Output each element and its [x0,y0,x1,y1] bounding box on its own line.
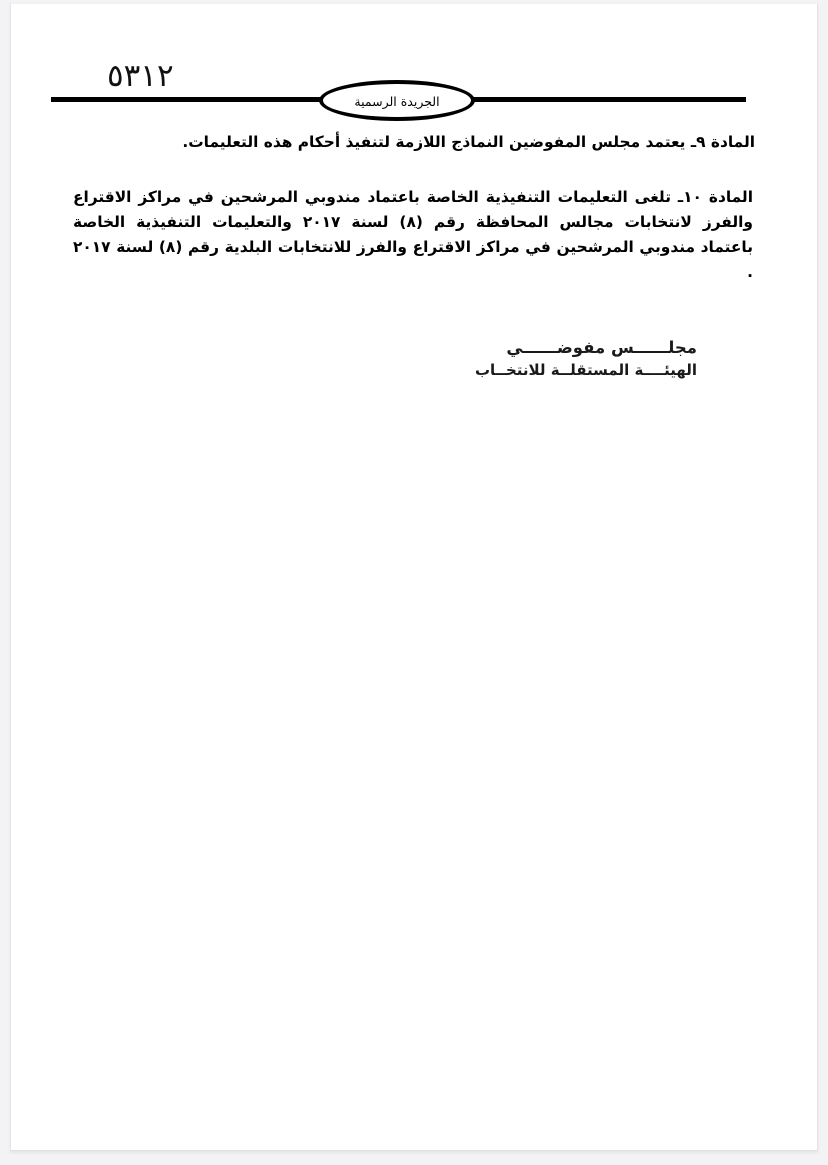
header-rule-left [51,97,334,102]
signature-authority-line: الهيئــــة المستقلــة للانتخــاب [474,361,697,380]
document-page [10,3,818,1151]
gazette-oval-emblem [319,80,475,121]
signature-council-line: مجلــــــس مفوضــــــي [506,337,697,357]
page-header [11,4,817,124]
header-rule-right [471,97,746,102]
signature-block [73,339,755,380]
blank-page-remainder [73,380,755,1140]
article-10-paragraph: المادة ١٠ـ تلغى التعليمات التنفيذية الخاصة باعتماد مندوبي المرشحين في مراكز الاقتراع والفرز لانتخابات مجالس المحافظة رقم (٨) لسنة ٢٠١٧ والتعليمات التنفيذية الخاصة باعتماد مندوبي المرشحين في مراكز الاقتراع والفرز للانتخابات البلدية رقم (٨) لسنة ٢٠١٧ . [73,187,754,281]
document-body [11,130,817,1140]
gazette-title: الجريدة الرسمية [354,94,440,109]
page-number: ٥٣١٢ [107,58,174,94]
article-9-paragraph: المادة ٩ـ يعتمد مجلس المفوضين النماذج اللازمة لتنفيذ أحكام هذه التعليمات. [182,133,755,151]
